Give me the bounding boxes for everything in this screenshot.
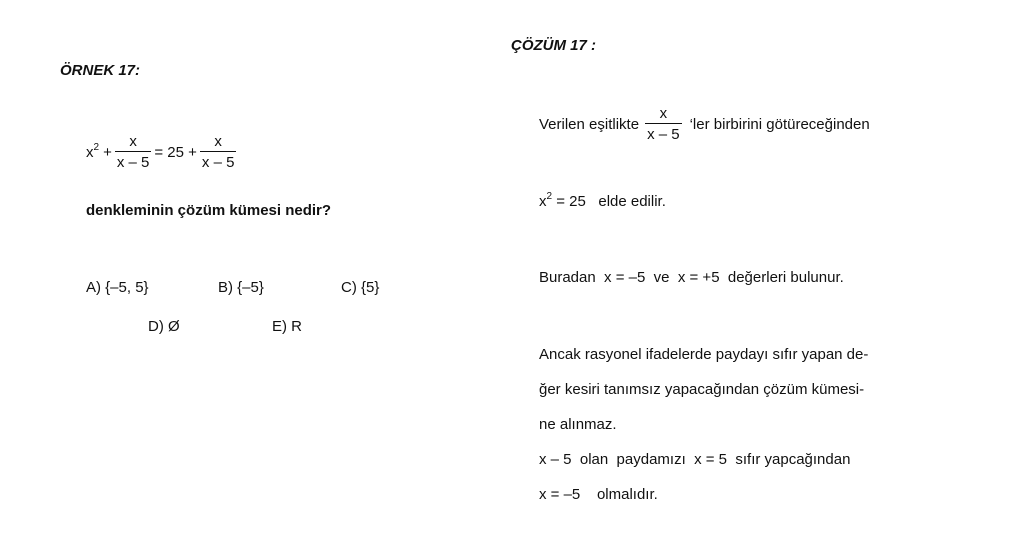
option-e: E) R (272, 318, 302, 335)
solution-para-1: Ancak rasyonel ifadelerde paydayı sıfır yapan de- (539, 346, 869, 363)
solution-line-1 (539, 106, 870, 143)
solution-para-3: ne alınmaz. (539, 416, 617, 433)
solution-line-1-before: Verilen eşitlikte (539, 116, 640, 133)
option-c: C) {5} (341, 279, 380, 296)
solution-para-4: x – 5 olan paydamızı x = 5 sıfır yapcağından (539, 451, 851, 468)
question-text: denkleminin çözüm kümesi nedir? (86, 202, 332, 219)
option-b: B) {–5} (218, 279, 264, 296)
solution-fraction-num: x (645, 106, 682, 124)
eq-fraction-1-num: x (115, 134, 152, 152)
option-a: A) {–5, 5} (86, 279, 149, 296)
solution-title: ÇÖZÜM 17 : (511, 37, 597, 54)
eq-equals: = 25 + (154, 144, 197, 161)
solution-fraction (645, 106, 682, 143)
eq-fraction-2-den: x – 5 (201, 154, 235, 171)
equation (86, 134, 239, 171)
eq-fraction-2 (200, 134, 237, 171)
example-title: ÖRNEK 17: (60, 62, 141, 79)
solution-para-5: x = –5 olmalıdır. (539, 486, 658, 503)
solution-line-3: Buradan x = –5 ve x = +5 değerleri bulunur. (539, 269, 844, 286)
eq-fraction-1-den: x – 5 (116, 154, 150, 171)
eq-base: $x^2$ (86, 142, 100, 161)
eq-plus: + (103, 144, 112, 161)
solution-line-2: $x^2 = 25$ elde edilir. (539, 191, 666, 210)
solution-line-1-after: ‘ler birbirini götüreceğinden (689, 116, 870, 133)
option-d: D) Ø (148, 318, 180, 335)
solution-para-2: ğer kesiri tanımsız yapacağından çözüm kümesi- (539, 381, 865, 398)
eq-fraction-1 (115, 134, 152, 171)
solution-fraction-den: x – 5 (647, 126, 680, 143)
eq-fraction-2-num: x (200, 134, 237, 152)
